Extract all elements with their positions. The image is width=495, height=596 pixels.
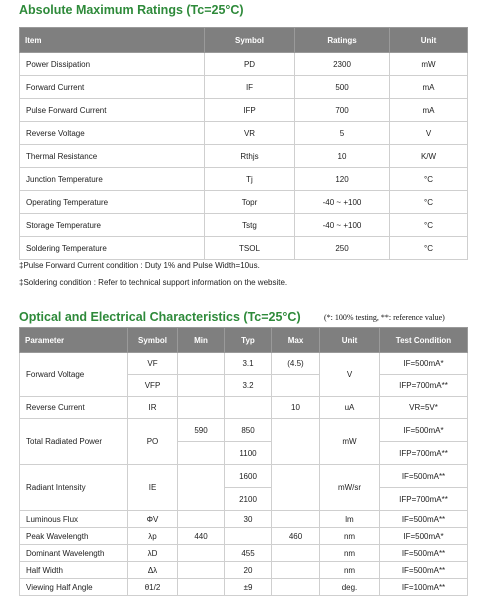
cell-unit: lm <box>320 511 380 528</box>
cell-max <box>272 419 320 465</box>
cell-symbol: λp <box>128 528 178 545</box>
cell-item: Storage Temperature <box>20 214 205 237</box>
cell-rating: 10 <box>295 145 390 168</box>
cell-typ: 20 <box>225 562 272 579</box>
col-header-max: Max <box>272 328 320 353</box>
table-row <box>20 465 468 488</box>
cell-max: (4.5) <box>272 353 320 375</box>
cell-min: 590 <box>178 419 225 442</box>
cell-symbol: PO <box>128 419 178 465</box>
cell-max <box>272 511 320 528</box>
cell-rating: 2300 <box>295 53 390 76</box>
cell-unit: uA <box>320 397 380 419</box>
cell-unit: nm <box>320 545 380 562</box>
cell-condition: IF=500mA* <box>380 419 468 442</box>
cell-unit: V <box>320 353 380 397</box>
col-header-test-condition: Test Condition <box>380 328 468 353</box>
cell-max <box>272 465 320 511</box>
table-row <box>20 545 468 562</box>
cell-parameter: Total Radiated Power <box>20 419 128 465</box>
table-row <box>20 579 468 596</box>
cell-typ: 30 <box>225 511 272 528</box>
col-header-ratings: Ratings <box>295 28 390 53</box>
cell-min <box>178 562 225 579</box>
cell-unit: K/W <box>390 145 468 168</box>
cell-item: Junction Temperature <box>20 168 205 191</box>
cell-typ: 1600 <box>225 465 272 488</box>
col-header-item: Item <box>20 28 205 53</box>
table-row <box>20 53 468 76</box>
absolute-max-ratings-table <box>19 27 468 260</box>
cell-unit: V <box>390 122 468 145</box>
cell-typ <box>225 528 272 545</box>
cell-parameter: Dominant Wavelength <box>20 545 128 562</box>
table-row <box>20 99 468 122</box>
cell-typ: 3.2 <box>225 375 272 397</box>
cell-typ: 3.1 <box>225 353 272 375</box>
table-row <box>20 214 468 237</box>
table-row <box>20 237 468 260</box>
cell-item: Thermal Resistance <box>20 145 205 168</box>
cell-rating: 5 <box>295 122 390 145</box>
section-title-optical-electrical: Optical and Electrical Characteristics (Tc=25°C) <box>19 310 301 324</box>
cell-parameter: Forward Voltage <box>20 353 128 397</box>
cell-item: Soldering Temperature <box>20 237 205 260</box>
cell-unit: °C <box>390 168 468 191</box>
cell-typ: 455 <box>225 545 272 562</box>
col-header-min: Min <box>178 328 225 353</box>
cell-unit: °C <box>390 214 468 237</box>
cell-symbol: Tj <box>205 168 295 191</box>
testing-legend: (*: 100% testing, **: reference value) <box>324 313 445 322</box>
cell-rating: 250 <box>295 237 390 260</box>
col-header-parameter: Parameter <box>20 328 128 353</box>
cell-condition: IF=100mA** <box>380 579 468 596</box>
cell-condition: IF=500mA** <box>380 511 468 528</box>
cell-symbol: Topr <box>205 191 295 214</box>
cell-symbol: Δλ <box>128 562 178 579</box>
cell-item: Reverse Voltage <box>20 122 205 145</box>
cell-rating: 700 <box>295 99 390 122</box>
table-row <box>20 191 468 214</box>
cell-min <box>178 442 225 465</box>
cell-typ: 2100 <box>225 488 272 511</box>
cell-max <box>272 579 320 596</box>
cell-unit: nm <box>320 562 380 579</box>
cell-unit: mW <box>320 419 380 465</box>
table-row <box>20 397 468 419</box>
cell-min <box>178 579 225 596</box>
col-header-symbol: Symbol <box>205 28 295 53</box>
table-header-row <box>20 28 468 53</box>
col-header-typ: Typ <box>225 328 272 353</box>
cell-unit: deg. <box>320 579 380 596</box>
cell-unit: mW/sr <box>320 465 380 511</box>
cell-unit: mA <box>390 99 468 122</box>
col-header-symbol: Symbol <box>128 328 178 353</box>
cell-symbol: Tstg <box>205 214 295 237</box>
cell-symbol: IR <box>128 397 178 419</box>
cell-item: Pulse Forward Current <box>20 99 205 122</box>
col-header-unit: Unit <box>320 328 380 353</box>
cell-symbol: IE <box>128 465 178 511</box>
cell-min <box>178 511 225 528</box>
cell-condition: IFP=700mA** <box>380 375 468 397</box>
cell-max: 10 <box>272 397 320 419</box>
cell-symbol: ΦV <box>128 511 178 528</box>
cell-symbol: PD <box>205 53 295 76</box>
cell-typ: 1100 <box>225 442 272 465</box>
cell-symbol: θ1/2 <box>128 579 178 596</box>
cell-unit: nm <box>320 528 380 545</box>
cell-max <box>272 375 320 397</box>
cell-symbol: VF <box>128 353 178 375</box>
cell-unit: °C <box>390 237 468 260</box>
cell-symbol: TSOL <box>205 237 295 260</box>
table-row <box>20 145 468 168</box>
cell-condition: IF=500mA** <box>380 465 468 488</box>
cell-min <box>178 353 225 375</box>
cell-rating: 500 <box>295 76 390 99</box>
cell-max <box>272 562 320 579</box>
cell-min <box>178 465 225 511</box>
cell-unit: mW <box>390 53 468 76</box>
cell-rating: 120 <box>295 168 390 191</box>
cell-item: Forward Current <box>20 76 205 99</box>
optical-electrical-table <box>19 327 468 596</box>
cell-unit: °C <box>390 191 468 214</box>
col-header-unit: Unit <box>390 28 468 53</box>
cell-condition: IFP=700mA** <box>380 488 468 511</box>
cell-condition: IF=500mA** <box>380 562 468 579</box>
cell-symbol: VFP <box>128 375 178 397</box>
cell-max <box>272 545 320 562</box>
table-row <box>20 511 468 528</box>
cell-parameter: Viewing Half Angle <box>20 579 128 596</box>
table-row <box>20 122 468 145</box>
table-row <box>20 419 468 442</box>
note-soldering-condition: ‡Soldering condition : Refer to technical support information on the website. <box>19 278 288 287</box>
cell-symbol: IFP <box>205 99 295 122</box>
cell-min <box>178 375 225 397</box>
cell-typ: ±9 <box>225 579 272 596</box>
cell-unit: mA <box>390 76 468 99</box>
cell-parameter: Reverse Current <box>20 397 128 419</box>
table-row <box>20 76 468 99</box>
cell-symbol: IF <box>205 76 295 99</box>
cell-item: Operating Temperature <box>20 191 205 214</box>
cell-item: Power Dissipation <box>20 53 205 76</box>
table-header-row <box>20 328 468 353</box>
cell-typ: 850 <box>225 419 272 442</box>
cell-min <box>178 545 225 562</box>
cell-min <box>178 397 225 419</box>
cell-rating: -40 ~ +100 <box>295 191 390 214</box>
note-pulse-condition: ‡Pulse Forward Current condition : Duty 1% and Pulse Width=10us. <box>19 261 260 270</box>
cell-parameter: Half Width <box>20 562 128 579</box>
cell-parameter: Luminous Flux <box>20 511 128 528</box>
cell-condition: VR=5V* <box>380 397 468 419</box>
cell-condition: IFP=700mA** <box>380 442 468 465</box>
table-row <box>20 528 468 545</box>
cell-parameter: Peak Wavelength <box>20 528 128 545</box>
cell-condition: IF=500mA* <box>380 528 468 545</box>
section-title-absolute-max: Absolute Maximum Ratings (Tc=25°C) <box>19 3 244 17</box>
cell-symbol: λD <box>128 545 178 562</box>
cell-parameter: Radiant Intensity <box>20 465 128 511</box>
cell-condition: IF=500mA* <box>380 353 468 375</box>
cell-condition: IF=500mA** <box>380 545 468 562</box>
cell-symbol: VR <box>205 122 295 145</box>
table-row <box>20 353 468 375</box>
table-row <box>20 562 468 579</box>
cell-rating: -40 ~ +100 <box>295 214 390 237</box>
cell-max: 460 <box>272 528 320 545</box>
cell-typ <box>225 397 272 419</box>
cell-symbol: Rthjs <box>205 145 295 168</box>
table-row <box>20 168 468 191</box>
cell-min: 440 <box>178 528 225 545</box>
